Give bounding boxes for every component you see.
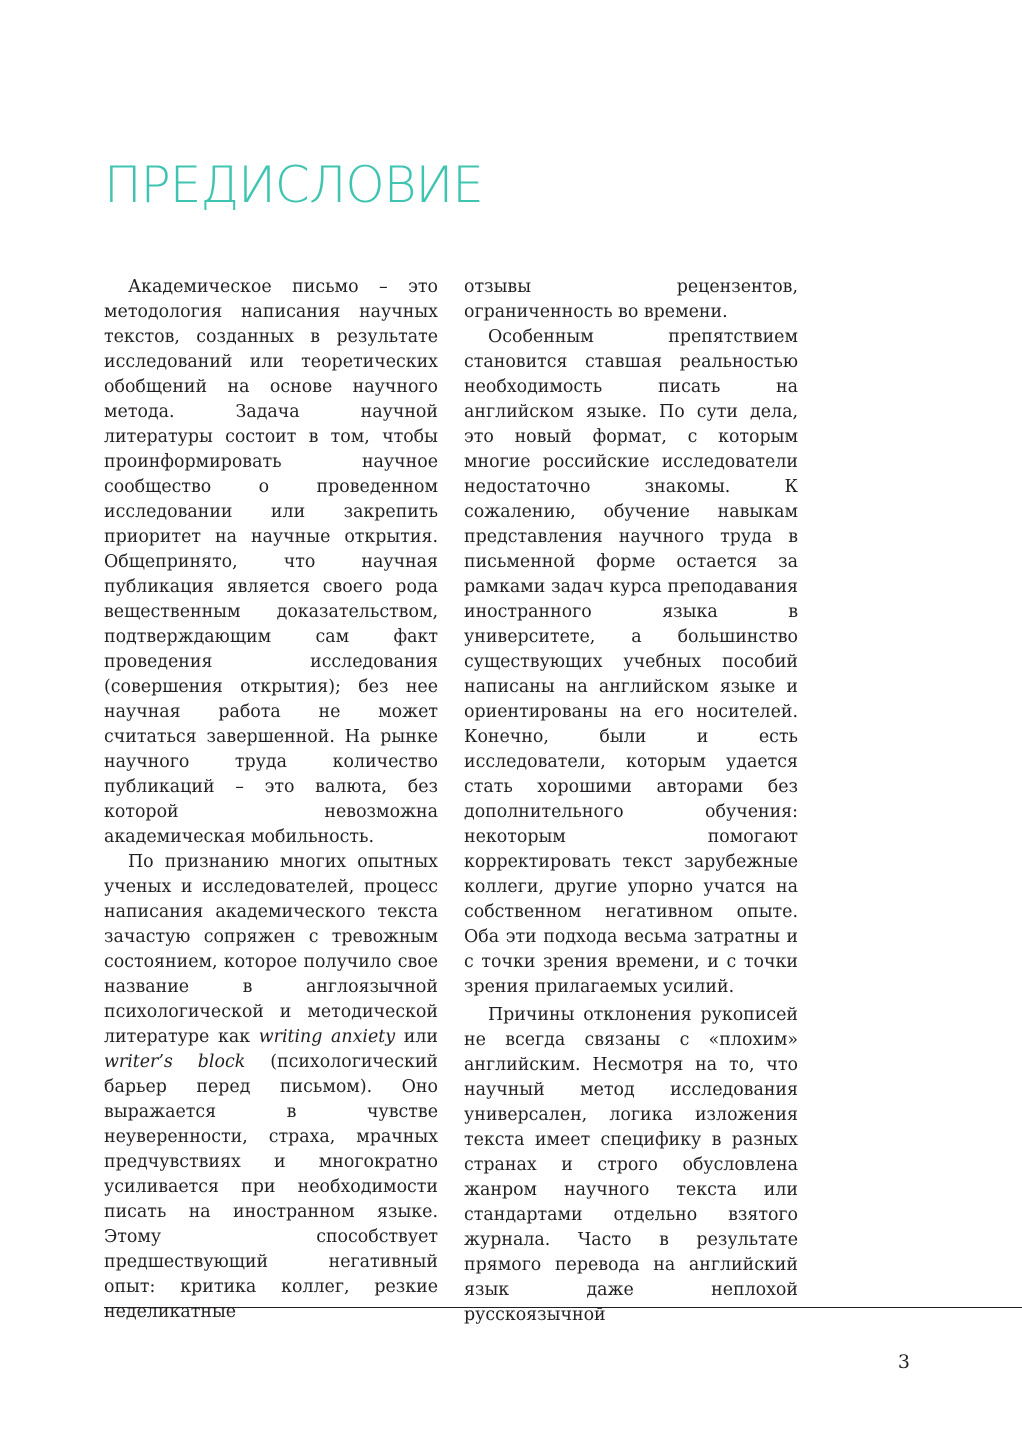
page-number: 3: [897, 1351, 910, 1373]
footer-rule: [104, 1307, 1022, 1308]
text-column-right: [464, 275, 798, 1328]
italic-term: writer’s block: [104, 1052, 246, 1072]
chapter-title: ПРЕДИСЛОВИЕ: [104, 156, 483, 214]
text-run: или: [395, 1027, 438, 1047]
paragraph: [104, 850, 438, 1325]
paragraph: Академическое письмо – это методология написания научных текстов, созданных в результате исследований или теоретических обобщений на основе научного метода. Задача научной литературы состоит в том, чтобы проинформировать научное сообщество о проведенном исследовании или закрепить приоритет на научные открытия. Общепринято, что научная публикация является своего рода вещественным доказательством, подтверждающим сам факт проведения исследования (совершения открытия); без нее научная работа не может считаться завершенной. На рынке научного труда количество публикаций – это валюта, без которой невозможна академическая мобильность.: [104, 277, 438, 847]
text-run: По признанию многих опытных ученых и исследователей, процесс написания академического текста зачастую сопряжен с тревожным состоянием, которое получило свое название в англоязычной психологической и методической литературе как: [104, 852, 438, 1047]
paragraph: Причины отклонения рукописей не всегда связаны с «плохим» английским. Несмотря на то, что научный метод исследования универсален, логика изложения текста имеет специфику в разных странах и строго обусловлена жанром научного текста или стандартами отдельно взятого журнала. Часто в результате прямого перевода на английский язык даже неплохой русскоязычной: [464, 1005, 798, 1325]
italic-term: writing anxiety: [258, 1027, 396, 1047]
paragraph-continued: отзывы рецензентов, ограниченность во времени.: [464, 277, 798, 322]
text-run: (психологический барьер перед письмом). Оно выражается в чувстве неуверенности, страха, мрачных предчувствиях и многократно усиливается при необходимости писать на иностранном языке. Этому способствует предшествующий негативный опыт: критика коллег, резкие неделикатные: [104, 1052, 438, 1322]
text-column-left: [104, 275, 438, 1325]
paragraph: Особенным препятствием становится ставшая реальностью необходимость писать на английском языке. По сути дела, это новый формат, с которым многие российские исследователи недостаточно знакомы. К сожалению, обучение навыкам представления научного труда в письменной форме остается за рамками задач курса преподавания иностранного языка в университете, а большинство существующих учебных пособий написаны на английском языке и ориентированы на его носителей. Конечно, были и есть исследователи, которым удается стать хорошими авторами без дополнительного обучения: некоторым помогают корректировать текст зарубежные коллеги, другие упорно учатся на собственном негативном опыте. Оба эти подхода весьма затратны и с точки зрения времени, и с точки зрения прилагаемых усилий.: [464, 327, 798, 997]
